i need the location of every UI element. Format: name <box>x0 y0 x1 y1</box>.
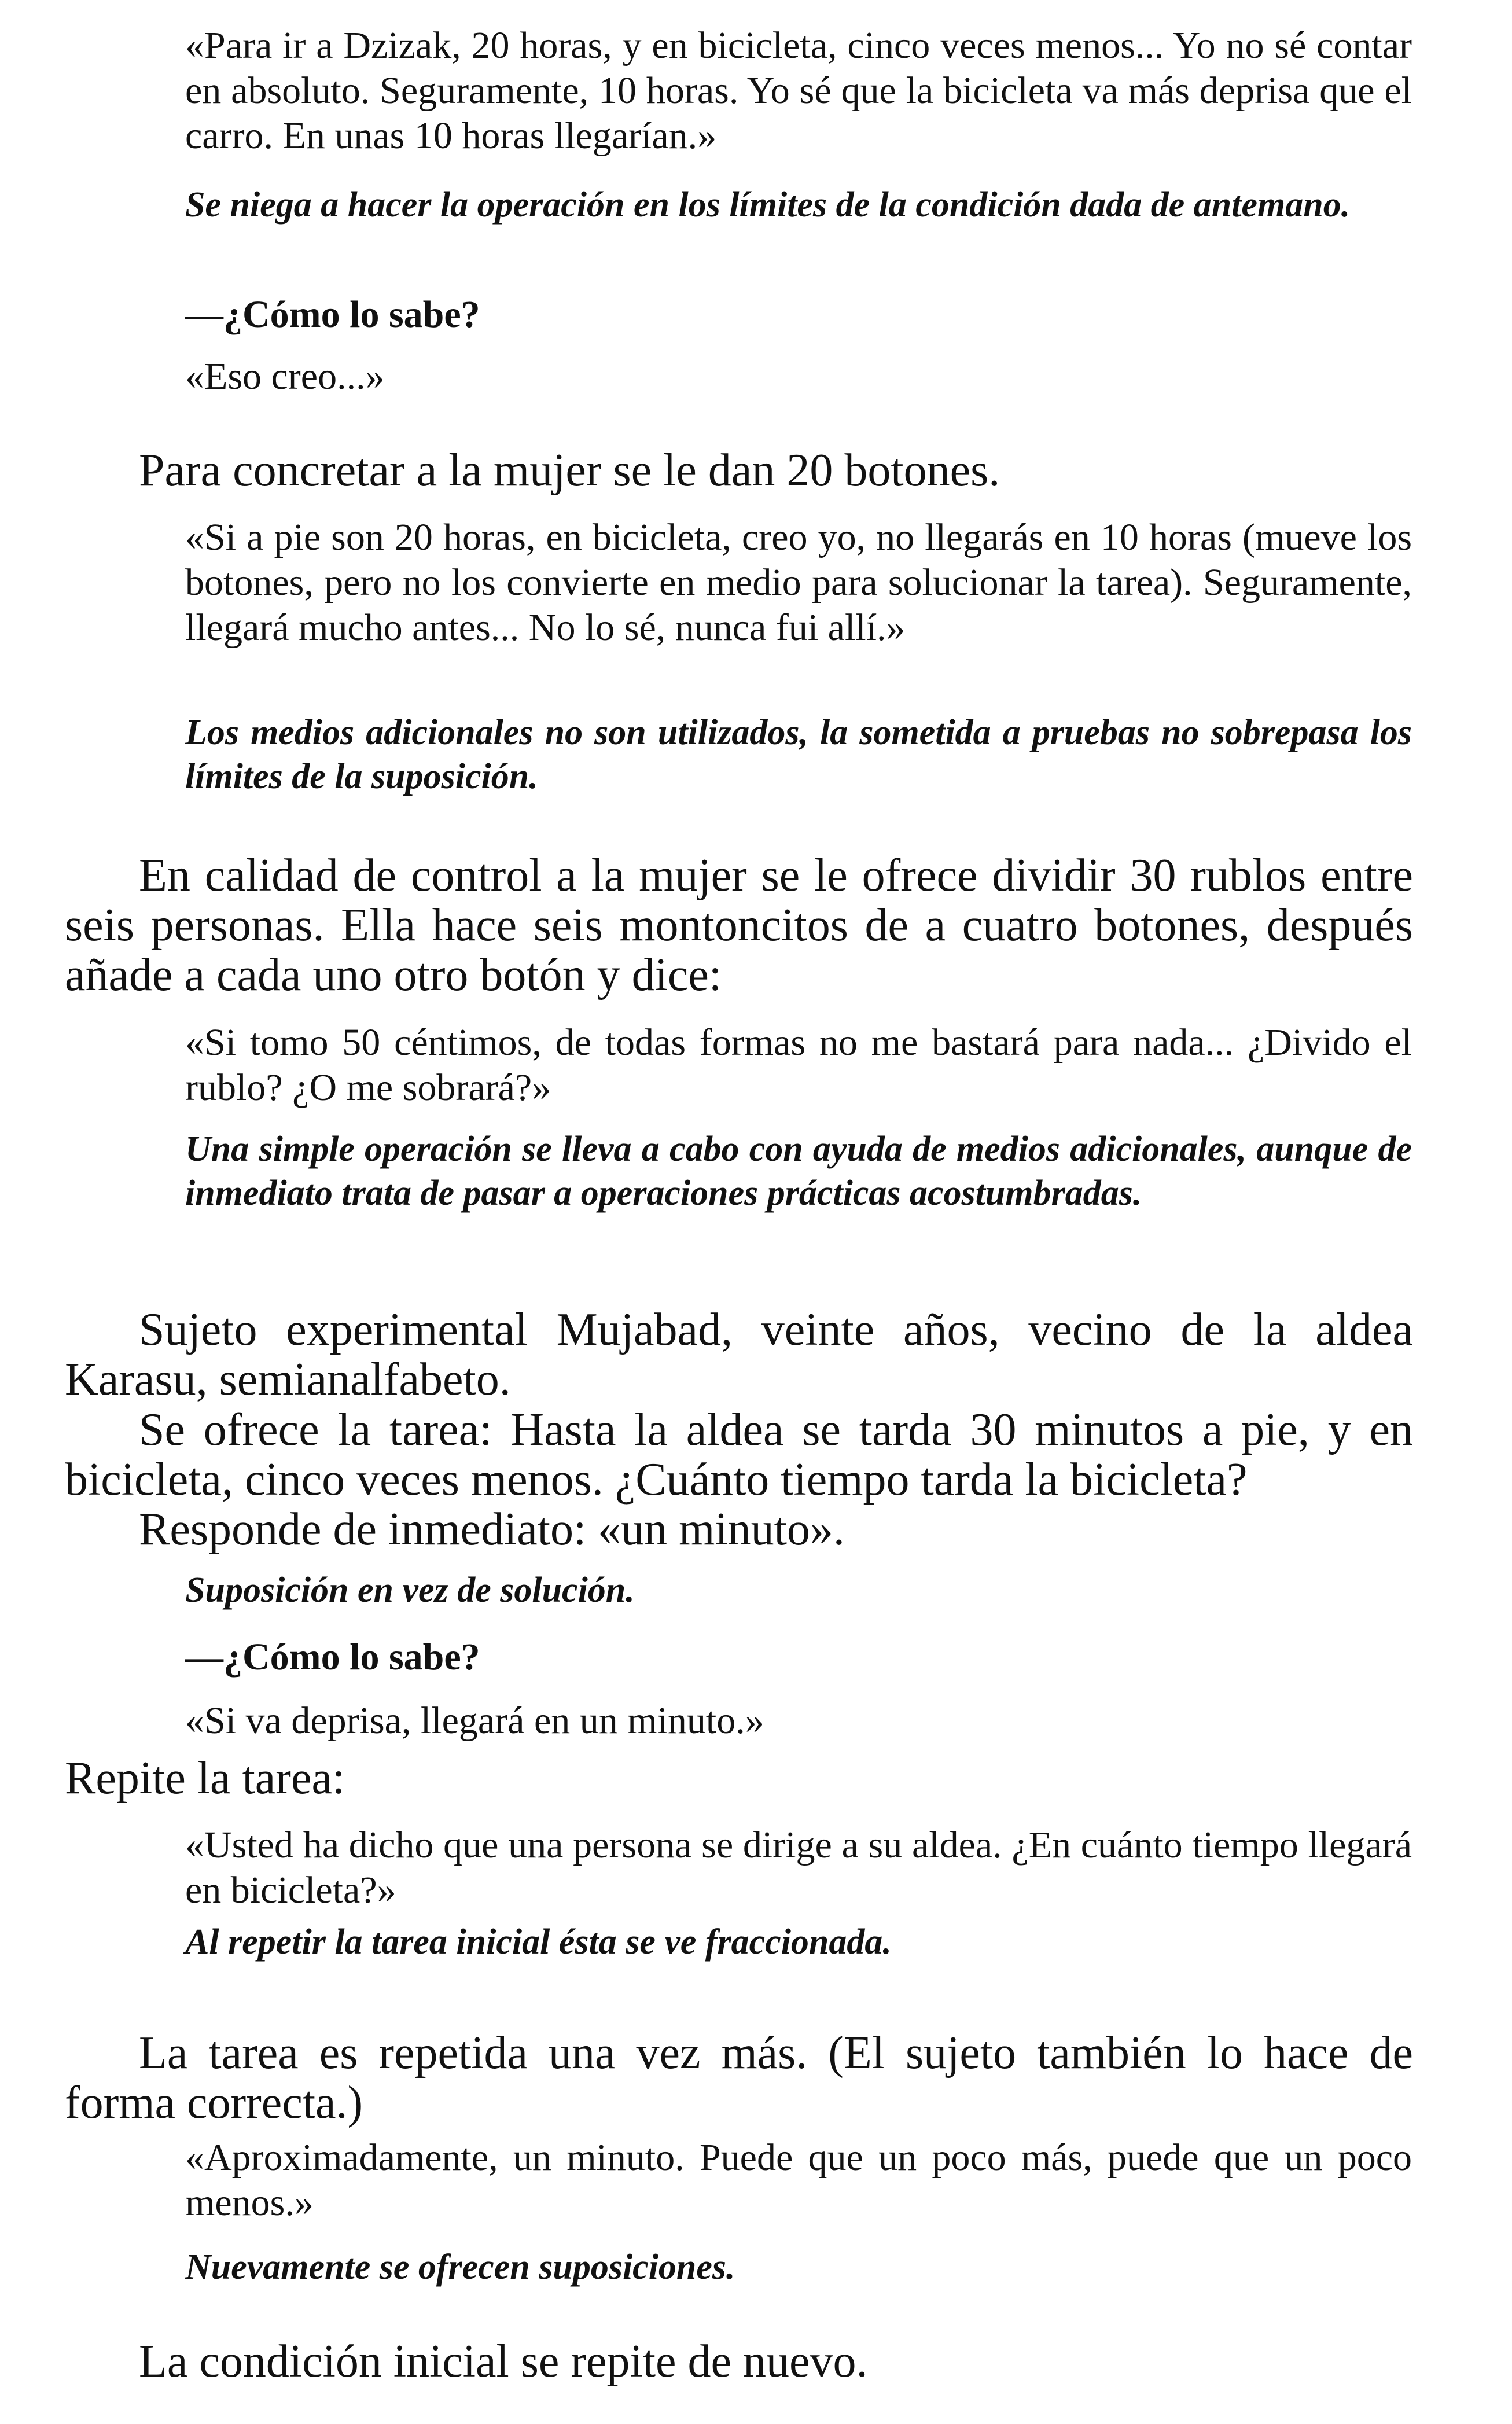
quote-text: «Si tomo 50 céntimos, de todas formas no me bastará para nada... ¿Divido el rublo? ¿O me sobrará?» <box>185 1021 1412 1109</box>
commentary-text: Nuevamente se ofrecen suposiciones. <box>185 2248 735 2287</box>
body-paragraph: Se ofrece la tarea: Hasta la aldea se tarda 30 minutos a pie, y en bicicleta, cinco veces menos. ¿Cuánto tiempo tarda la bicicleta? <box>65 1404 1413 1505</box>
body-paragraph: La tarea es repetida una vez más. (El sujeto también lo hace de forma correcta.) <box>65 2028 1413 2128</box>
interviewer-question: —¿Cómo lo sabe? <box>185 293 480 336</box>
body-paragraph: En calidad de control a la mujer se le ofrece dividir 30 rublos entre seis personas. Ella hace seis montoncitos de a cuatro botones, después añade a cada uno otro botón y dice: <box>65 850 1413 1001</box>
commentary-text: Suposición en vez de solución. <box>185 1570 635 1610</box>
quote-text: «Aproximadamente, un minuto. Puede que un poco más, puede que un poco menos.» <box>185 2136 1412 2224</box>
quote-text: «Para ir a Dzizak, 20 horas, y en bicicleta, cinco veces menos... Yo no sé contar en absoluto. Seguramente, 10 horas. Yo sé que la bicicleta va más deprisa que el carro. En unas 10 horas llegarían.» <box>185 24 1412 157</box>
interviewer-question: —¿Cómo lo sabe? <box>185 1636 480 1678</box>
commentary-text: Se niega a hacer la operación en los límites de la condición dada de antemano. <box>185 185 1351 225</box>
quote-text: «Usted ha dicho que una persona se dirige a su aldea. ¿En cuánto tiempo llegará en bicicleta?» <box>185 1824 1412 1911</box>
body-paragraph: Para concretar a la mujer se le dan 20 botones. <box>139 445 1000 496</box>
quote-text: «Si a pie son 20 horas, en bicicleta, creo yo, no llegarás en 10 horas (mueve los botones, pero no los convierte en medio para solucionar la tarea). Seguramente, llegará mucho antes... No lo sé, nunca fui allí.» <box>185 516 1412 649</box>
quote-text: «Eso creo...» <box>185 355 385 398</box>
commentary-text: Los medios adicionales no son utilizados, la sometida a pruebas no sobrepasa los límites de la suposición. <box>185 713 1412 796</box>
commentary-text: Una simple operación se lleva a cabo con ayuda de medios adicionales, aunque de inmediato trata de pasar a operaciones prácticas acostumbradas. <box>185 1130 1412 1213</box>
body-paragraph: Repite la tarea: <box>65 1753 345 1804</box>
body-paragraph: La condición inicial se repite de nuevo. <box>139 2336 868 2387</box>
body-paragraph: Sujeto experimental Mujabad, veinte años, vecino de la aldea Karasu, semianalfabeto. <box>65 1304 1413 1405</box>
commentary-text: Al repetir la tarea inicial ésta se ve fraccionada. <box>185 1922 892 1962</box>
quote-text: «Si va deprisa, llegará en un minuto.» <box>185 1700 764 1742</box>
body-paragraph: Responde de inmediato: «un minuto». <box>139 1504 845 1555</box>
